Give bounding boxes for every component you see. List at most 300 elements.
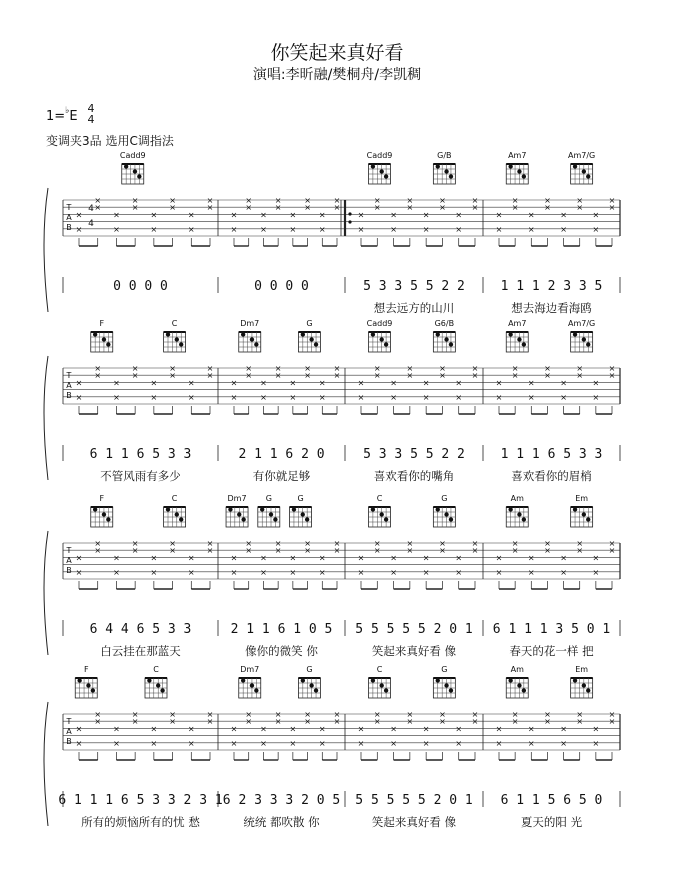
chord-name: Em xyxy=(575,665,589,674)
tab-note: × xyxy=(94,539,102,548)
tab-note: × xyxy=(495,378,503,388)
tab-note: × xyxy=(608,364,616,373)
tab-note: × xyxy=(169,364,176,373)
tab-note: × xyxy=(274,203,282,213)
tab-note: × xyxy=(333,371,341,381)
chord-finger-dot xyxy=(517,337,521,341)
tab-note: × xyxy=(94,203,102,213)
chord-finger-dot xyxy=(93,507,97,511)
tab-note: × xyxy=(304,196,311,205)
tab-note: × xyxy=(187,738,195,748)
tab-note: × xyxy=(406,717,414,727)
tab-note: × xyxy=(289,378,297,388)
chord-finger-dot xyxy=(586,174,590,178)
tab-note: × xyxy=(455,378,463,388)
tab-note: × xyxy=(495,724,503,734)
chord-finger-dot xyxy=(250,337,254,341)
tab-note: × xyxy=(289,392,297,402)
lyric-measure: 不管风雨有多少 xyxy=(100,469,181,483)
time-top: 4 xyxy=(87,102,95,115)
tab-note: × xyxy=(206,364,214,373)
tab-note: × xyxy=(318,724,326,734)
tab-note: × xyxy=(113,210,120,220)
chord-diagram-am7g xyxy=(568,319,595,352)
chord-finger-dot xyxy=(371,332,375,336)
tab-row-2 xyxy=(44,319,620,483)
tab-note: × xyxy=(245,546,253,556)
tab-note: × xyxy=(274,546,282,556)
lyric-measure: 想去海边看海鸥 xyxy=(511,301,592,315)
chord-finger-dot xyxy=(522,174,526,178)
chord-diagram-g xyxy=(433,665,455,698)
tab-note: × xyxy=(422,553,430,563)
chord-name: F xyxy=(99,494,105,503)
tab-note: × xyxy=(230,392,238,402)
chord-finger-dot xyxy=(573,507,577,511)
tab-note: × xyxy=(544,539,551,548)
singers-credit: 演唱:李昕融/樊桐舟/李凯稠 xyxy=(252,67,422,83)
tab-note: × xyxy=(230,724,238,734)
tab-note: × xyxy=(422,210,430,220)
tab-note: × xyxy=(318,553,326,563)
lyric-measure: 春天的花一样 把 xyxy=(509,644,594,658)
tab-note: × xyxy=(471,539,479,548)
tab-note: × xyxy=(373,196,381,205)
chord-name: C xyxy=(171,319,178,328)
tab-note: × xyxy=(274,371,282,381)
tab-note: × xyxy=(75,553,83,563)
tab-note: × xyxy=(406,364,414,373)
chord-finger-dot xyxy=(241,332,245,336)
tab-note: × xyxy=(206,539,214,548)
tab-note: × xyxy=(357,210,365,220)
tab-note: × xyxy=(576,710,584,719)
tab-note: × xyxy=(289,738,297,748)
chord-finger-dot xyxy=(582,512,586,516)
chord-finger-dot xyxy=(241,678,245,682)
chord-finger-dot xyxy=(449,174,453,178)
chord-finger-dot xyxy=(573,678,577,682)
tab-note: × xyxy=(511,539,519,548)
chord-name: Am7 xyxy=(508,151,527,160)
chord-diagram-g xyxy=(298,319,320,352)
chord-finger-dot xyxy=(449,517,453,521)
tab-note: × xyxy=(150,392,158,402)
chord-name: Am7/G xyxy=(568,151,596,160)
tab-note: × xyxy=(304,539,311,548)
chord-diagram-g6b xyxy=(433,319,455,352)
chord-diagram-g xyxy=(258,494,280,527)
lyric-measure: 喜欢看你的嘴角 xyxy=(373,469,455,483)
system-bracket xyxy=(44,188,48,312)
chord-finger-dot xyxy=(444,683,448,687)
chord-diagram-f xyxy=(91,494,113,527)
tab-note: × xyxy=(406,203,414,213)
tab-time-top: 4 xyxy=(88,204,94,214)
chord-diagram-f xyxy=(75,665,97,698)
chord-finger-dot xyxy=(582,337,586,341)
tab-note: × xyxy=(608,546,616,556)
tab-clef-t: T xyxy=(66,717,72,726)
tab-note: × xyxy=(333,539,341,548)
lyric-measure: 有你就足够 xyxy=(252,469,311,483)
chord-finger-dot xyxy=(254,342,258,346)
tab-note: × xyxy=(608,710,616,719)
chord-finger-dot xyxy=(102,337,106,341)
tab-note: × xyxy=(511,371,519,381)
tab-note: × xyxy=(544,371,551,381)
tab-note: × xyxy=(439,717,446,727)
jianpu-measure: 2 1 1 6 1 0 5 xyxy=(230,622,333,637)
tab-note: × xyxy=(471,364,479,373)
tab-note: × xyxy=(75,210,83,220)
tab-note: × xyxy=(471,546,479,556)
tab-note: × xyxy=(260,553,267,563)
chord-name: G xyxy=(265,494,272,503)
chord-finger-dot xyxy=(384,688,388,692)
tab-note: × xyxy=(289,224,297,234)
tab-note: × xyxy=(150,378,158,388)
chord-diagram-g xyxy=(298,665,320,698)
chord-finger-dot xyxy=(309,683,313,687)
tab-note: × xyxy=(439,710,446,719)
tab-note: × xyxy=(260,724,267,734)
tab-note: × xyxy=(289,724,297,734)
chord-finger-dot xyxy=(137,174,141,178)
chord-diagram-g xyxy=(433,494,455,527)
tab-clef-t: T xyxy=(66,371,72,380)
tab-note: × xyxy=(245,371,253,381)
chord-name: Am7 xyxy=(508,319,527,328)
lyric-measure: 想去远方的山川 xyxy=(373,301,455,315)
tab-note: × xyxy=(318,392,326,402)
tab-clef-b: B xyxy=(66,223,72,232)
tab-note: × xyxy=(406,371,414,381)
tab-note: × xyxy=(527,738,535,748)
chord-finger-dot xyxy=(228,507,232,511)
time-signature xyxy=(86,103,96,125)
chord-finger-dot xyxy=(254,688,258,692)
tab-note: × xyxy=(187,567,195,577)
tab-note: × xyxy=(94,371,102,381)
tab-note: × xyxy=(260,392,267,402)
tab-note: × xyxy=(544,546,551,556)
chord-finger-dot xyxy=(522,688,526,692)
tab-clef-t: T xyxy=(66,546,72,555)
tab-note: × xyxy=(131,539,139,548)
tab-note: × xyxy=(304,717,311,727)
chord-diagram-g xyxy=(290,494,312,527)
chord-finger-dot xyxy=(508,678,512,682)
tab-note: × xyxy=(422,224,430,234)
tab-note: × xyxy=(131,710,139,719)
chord-diagram-dm7 xyxy=(239,319,261,352)
tab-row-3 xyxy=(44,494,620,658)
tab-note: × xyxy=(390,378,397,388)
chord-finger-dot xyxy=(522,342,526,346)
chord-finger-dot xyxy=(371,164,375,168)
chord-finger-dot xyxy=(179,342,183,346)
tab-note: × xyxy=(245,717,253,727)
chord-finger-dot xyxy=(436,507,440,511)
tab-note: × xyxy=(495,553,503,563)
tab-note: × xyxy=(527,378,535,388)
tab-note: × xyxy=(75,724,83,734)
chord-finger-dot xyxy=(133,169,137,173)
tab-note: × xyxy=(131,371,139,381)
chord-name: Cadd9 xyxy=(366,319,393,328)
tab-note: × xyxy=(113,378,120,388)
tab-note: × xyxy=(274,717,282,727)
tab-note: × xyxy=(260,224,267,234)
tab-note: × xyxy=(187,378,195,388)
system-bracket xyxy=(44,356,48,480)
tab-note: × xyxy=(206,203,214,213)
tab-note: × xyxy=(592,378,600,388)
chord-name: F xyxy=(99,319,105,328)
chord-finger-dot xyxy=(273,517,277,521)
jianpu-measure: 6 1 1 6 5 3 3 xyxy=(89,447,192,462)
tab-note: × xyxy=(230,567,238,577)
tab-note: × xyxy=(576,539,584,548)
tab-note: × xyxy=(318,210,326,220)
tab-note: × xyxy=(560,224,567,234)
tab-note: × xyxy=(150,210,158,220)
tab-note: × xyxy=(576,364,584,373)
chord-finger-dot xyxy=(175,337,179,341)
tab-note: × xyxy=(511,717,519,727)
tab-note: × xyxy=(94,196,102,205)
tab-note: × xyxy=(304,364,311,373)
chord-name: C xyxy=(376,665,383,674)
tab-note: × xyxy=(113,738,120,748)
tab-note: × xyxy=(206,196,214,205)
jianpu-measure: 0 0 0 0 xyxy=(254,279,309,294)
chord-finger-dot xyxy=(586,688,590,692)
lyric-measure: 笑起来真好看 像 xyxy=(371,815,457,829)
tab-note: × xyxy=(75,392,83,402)
tab-clef-b: B xyxy=(66,566,72,575)
key-signature xyxy=(46,106,78,124)
tab-note: × xyxy=(75,738,83,748)
tab-note: × xyxy=(150,567,158,577)
chord-finger-dot xyxy=(250,683,254,687)
tab-note: × xyxy=(131,364,139,373)
chord-name: G xyxy=(306,665,313,674)
chord-finger-dot xyxy=(309,337,313,341)
chord-diagram-em xyxy=(571,494,593,527)
tab-note: × xyxy=(560,378,567,388)
tab-note: × xyxy=(390,724,397,734)
song-title: 你笑起来真好看 xyxy=(270,42,404,64)
tab-note: × xyxy=(511,710,519,719)
tab-note: × xyxy=(576,546,584,556)
tab-note: × xyxy=(390,567,397,577)
jianpu-measure: 5 3 3 5 5 2 2 xyxy=(363,447,465,462)
tab-clef-a: A xyxy=(66,381,72,390)
chord-finger-dot xyxy=(444,512,448,516)
tab-note: × xyxy=(113,392,120,402)
chord-diagram-c xyxy=(145,665,167,698)
tab-note: × xyxy=(304,546,311,556)
tab-note: × xyxy=(373,203,381,213)
tab-note: × xyxy=(245,203,253,213)
chord-diagram-am xyxy=(506,665,528,698)
jianpu-measure: 6 1 1 1 3 5 0 1 xyxy=(492,622,611,637)
tab-note: × xyxy=(471,203,479,213)
chord-diagram-c xyxy=(369,665,391,698)
chord-diagram-am7 xyxy=(506,151,528,184)
tab-note: × xyxy=(113,224,120,234)
tab-note: × xyxy=(439,203,446,213)
jianpu-measure: 5 5 5 5 5 2 0 1 xyxy=(355,793,473,808)
tab-note: × xyxy=(390,738,397,748)
chord-diagram-cadd9 xyxy=(367,319,393,352)
tab-note: × xyxy=(544,717,551,727)
tab-note: × xyxy=(260,378,267,388)
chord-finger-dot xyxy=(573,332,577,336)
chord-finger-dot xyxy=(371,678,375,682)
chord-diagram-gb xyxy=(433,151,455,184)
chord-finger-dot xyxy=(106,517,110,521)
tab-note: × xyxy=(318,378,326,388)
chord-finger-dot xyxy=(260,507,264,511)
tab-note: × xyxy=(113,553,120,563)
tab-note: × xyxy=(592,392,600,402)
capo-note: 变调夹3品 选用C调指法 xyxy=(46,134,174,148)
tab-note: × xyxy=(422,378,430,388)
tab-clef-a: A xyxy=(66,556,72,565)
chord-finger-dot xyxy=(508,164,512,168)
tab-note: × xyxy=(289,553,297,563)
tab-note: × xyxy=(422,392,430,402)
tab-note: × xyxy=(113,567,120,577)
chord-finger-dot xyxy=(380,337,384,341)
tab-note: × xyxy=(422,567,430,577)
tab-note: × xyxy=(187,392,195,402)
jianpu-measure: 5 5 5 5 5 2 0 1 xyxy=(355,622,473,637)
tab-note: × xyxy=(495,224,503,234)
chord-finger-dot xyxy=(147,678,151,682)
tab-note: × xyxy=(187,724,195,734)
repeat-dot xyxy=(348,220,351,223)
tab-note: × xyxy=(439,546,446,556)
repeat-dot xyxy=(348,212,351,215)
lyric-measure: 夏天的阳 光 xyxy=(520,815,583,829)
tab-clef-a: A xyxy=(66,727,72,736)
tab-note: × xyxy=(113,724,120,734)
jianpu-measure: 1 1 1 6 5 3 3 xyxy=(500,447,603,462)
tab-note: × xyxy=(527,553,535,563)
tab-note: × xyxy=(560,210,567,220)
lyric-measure: 白云挂在那蓝天 xyxy=(100,644,181,658)
chord-finger-dot xyxy=(449,342,453,346)
chord-finger-dot xyxy=(449,688,453,692)
tab-note: × xyxy=(94,710,102,719)
tab-note: × xyxy=(390,224,397,234)
chord-diagram-cadd9 xyxy=(367,151,393,184)
tab-note: × xyxy=(274,539,282,548)
tab-note: × xyxy=(495,738,503,748)
tab-note: × xyxy=(495,210,503,220)
key-prefix: 1= xyxy=(46,109,66,124)
tab-note: × xyxy=(422,724,430,734)
tab-note: × xyxy=(357,553,365,563)
chord-name: C xyxy=(171,494,178,503)
chord-finger-dot xyxy=(508,332,512,336)
tab-note: × xyxy=(373,364,381,373)
chord-finger-dot xyxy=(292,507,296,511)
tab-note: × xyxy=(608,717,616,727)
chord-finger-dot xyxy=(175,512,179,516)
tab-note: × xyxy=(187,224,195,234)
chord-diagram-am xyxy=(506,494,528,527)
chord-finger-dot xyxy=(582,683,586,687)
tab-note: × xyxy=(608,539,616,548)
tab-note: × xyxy=(390,210,397,220)
chord-finger-dot xyxy=(517,683,521,687)
tab-clef-b: B xyxy=(66,737,72,746)
tab-note: × xyxy=(576,203,584,213)
time-bottom: 4 xyxy=(87,113,95,126)
chord-finger-dot xyxy=(77,678,81,682)
chord-finger-dot xyxy=(586,342,590,346)
tab-note: × xyxy=(544,364,551,373)
jianpu-measure: 1 1 1 2 3 3 5 xyxy=(500,279,603,294)
chord-finger-dot xyxy=(384,342,388,346)
chord-name: G/B xyxy=(437,151,452,160)
chord-diagram-am7g xyxy=(568,151,595,184)
tab-note: × xyxy=(592,567,600,577)
chord-name: Dm7 xyxy=(240,665,260,674)
chord-name: C xyxy=(376,494,383,503)
chord-finger-dot xyxy=(179,517,183,521)
tab-note: × xyxy=(471,710,479,719)
tab-note: × xyxy=(455,738,463,748)
chord-finger-dot xyxy=(436,332,440,336)
chord-finger-dot xyxy=(508,507,512,511)
tab-note: × xyxy=(527,567,535,577)
chord-name: Em xyxy=(575,494,589,503)
tab-note: × xyxy=(94,364,102,373)
tab-note: × xyxy=(274,710,282,719)
tab-note: × xyxy=(357,224,365,234)
chord-name: G xyxy=(441,665,448,674)
tab-note: × xyxy=(131,196,139,205)
tab-note: × xyxy=(150,724,158,734)
tab-note: × xyxy=(131,717,139,727)
tab-note: × xyxy=(169,710,176,719)
tab-note: × xyxy=(150,553,158,563)
tab-clef-t: T xyxy=(66,203,72,212)
tab-note: × xyxy=(230,553,238,563)
jianpu-measure: 2 1 1 6 2 0 xyxy=(238,447,325,462)
system-bracket xyxy=(44,702,48,826)
tab-note: × xyxy=(169,717,176,727)
chord-finger-dot xyxy=(301,678,305,682)
jianpu-measure: 0 0 0 0 xyxy=(113,279,168,294)
tab-note: × xyxy=(75,378,83,388)
tab-note: × xyxy=(245,364,253,373)
chord-finger-dot xyxy=(241,517,245,521)
tab-note: × xyxy=(206,371,214,381)
chord-name: F xyxy=(83,665,89,674)
tab-note: × xyxy=(544,196,551,205)
tab-note: × xyxy=(422,738,430,748)
chord-finger-dot xyxy=(371,507,375,511)
chord-diagram-f xyxy=(91,319,113,352)
tab-note: × xyxy=(289,567,297,577)
